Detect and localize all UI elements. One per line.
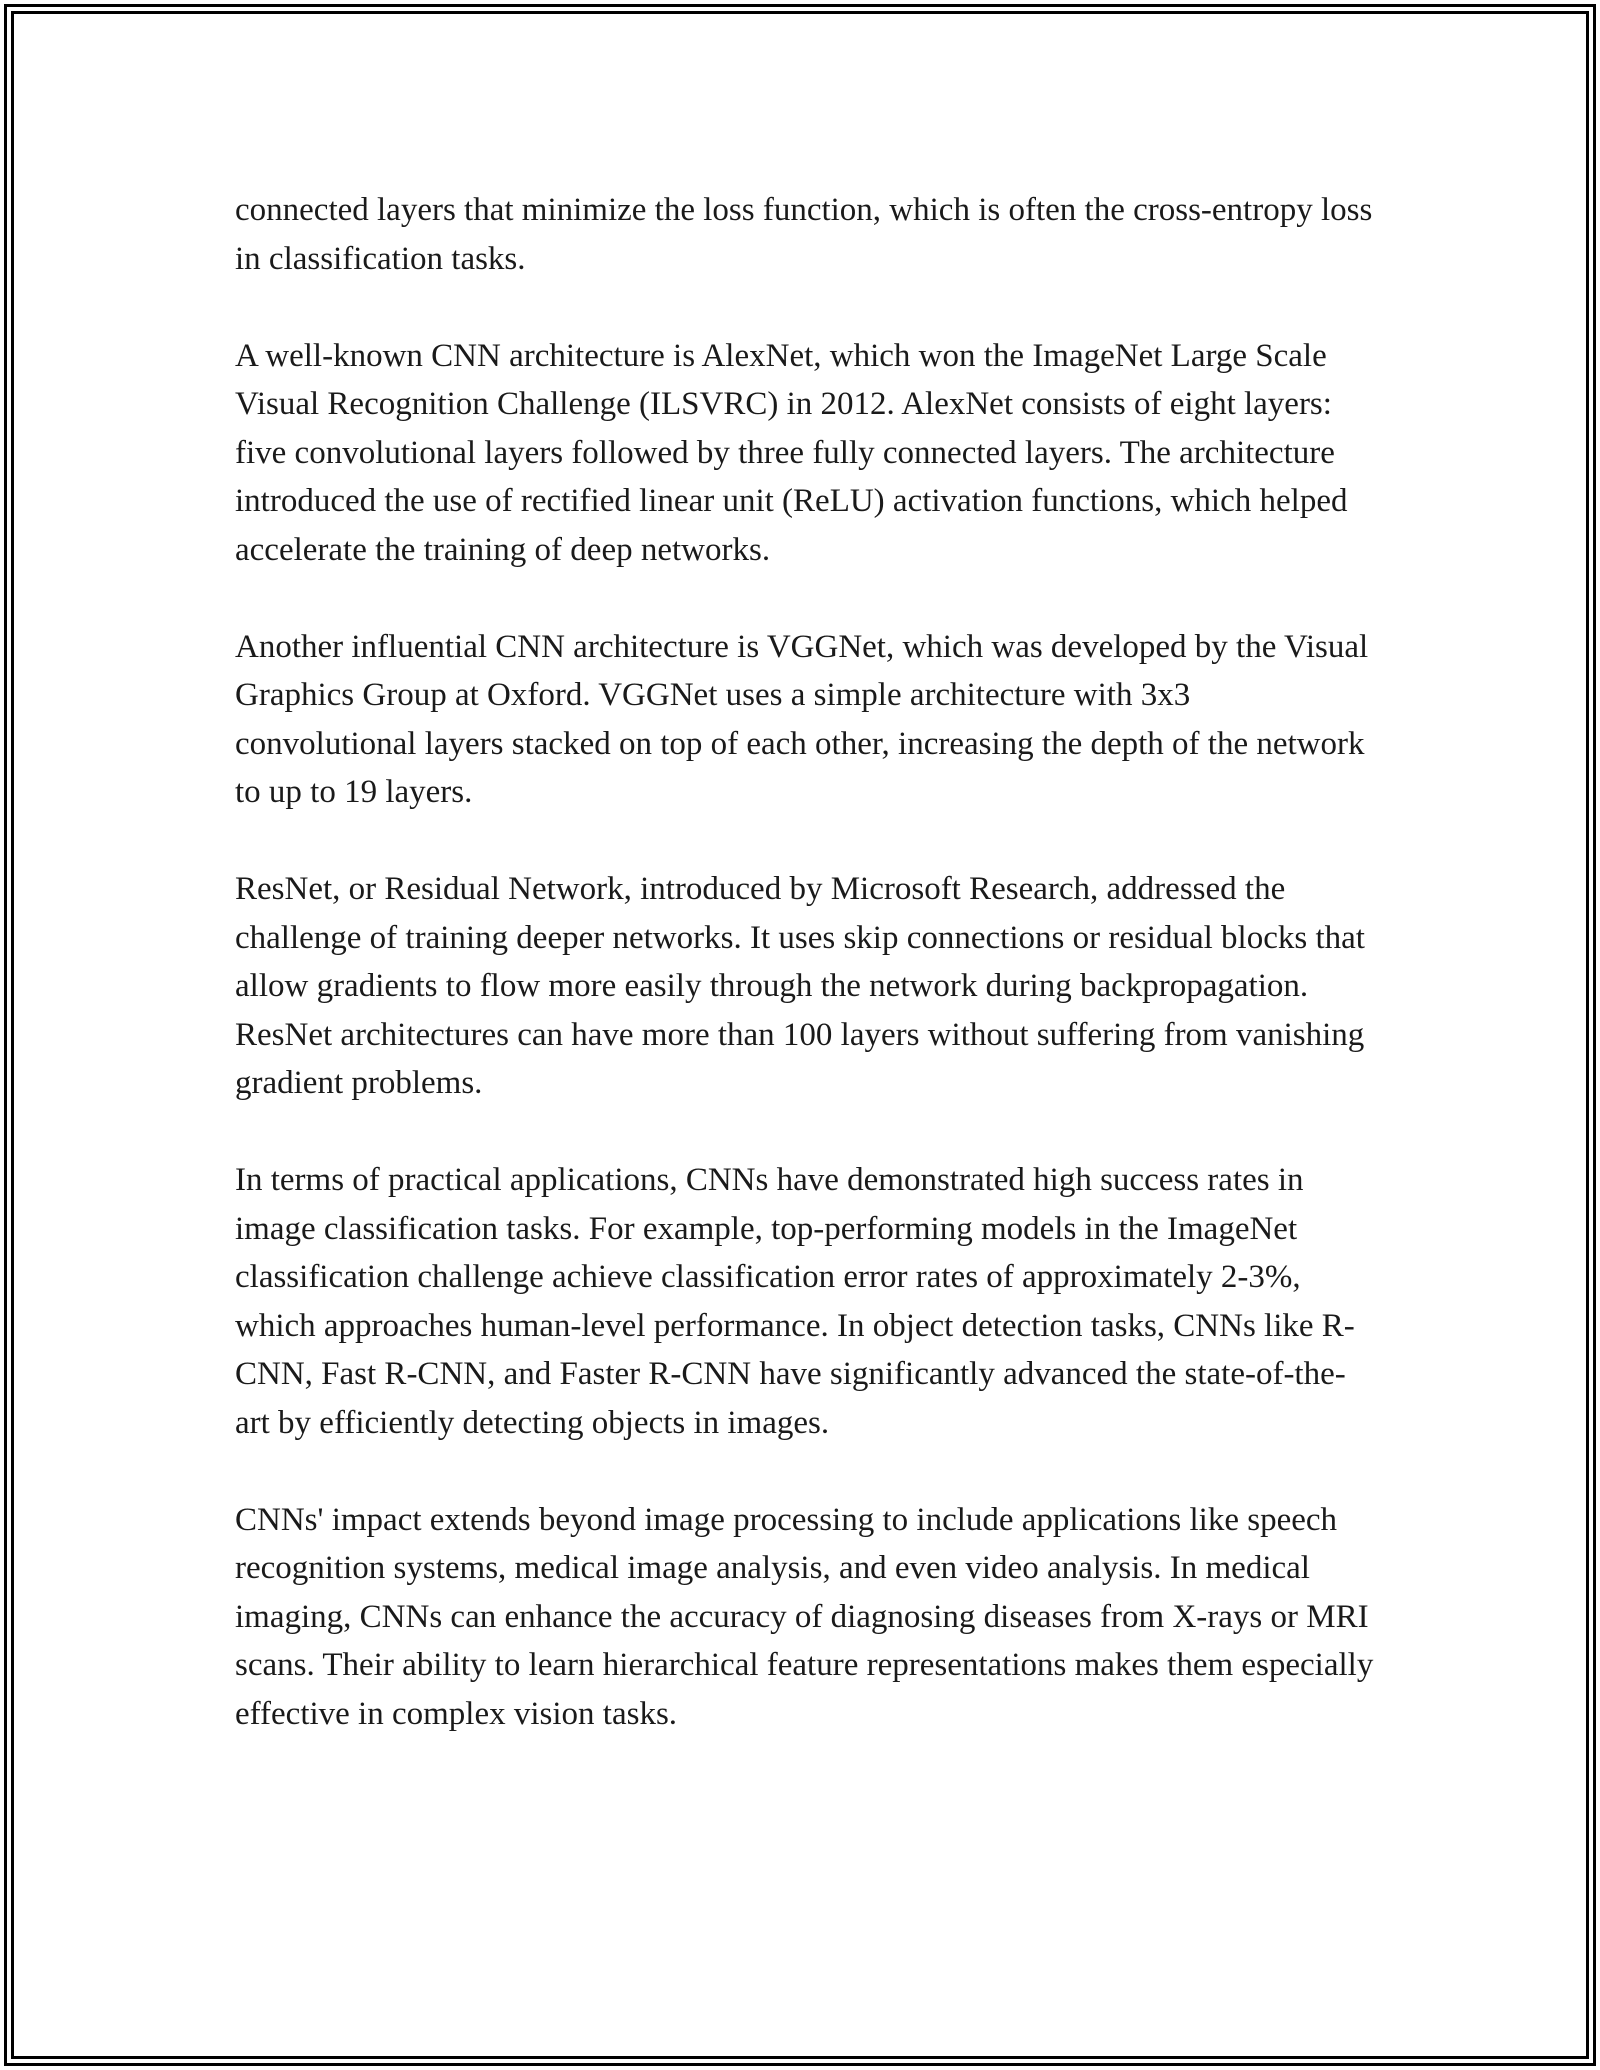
paragraph-resnet: ResNet, or Residual Network, introduced by Microsoft Research, addressed the challenge of training deeper networks. It uses skip connections or residual blocks that allow gradients to flow more easily through the network during backpropagation. ResNet architectures can have more than 100 layers without suffering from vanishing gradient problems.	[235, 871, 1365, 1101]
paragraph-impact: CNNs' impact extends beyond image processing to include applications like speech recognition systems, medical image analysis, and even video analysis. In medical imaging, CNNs can enhance the accuracy of diagnosing diseases from X-rays or MRI scans. Their ability to learn hierarchical feature representations makes them especially effective in complex vision tasks.	[235, 1501, 1374, 1732]
document-body	[235, 186, 1375, 1738]
paragraph-vggnet: Another influential CNN architecture is VGGNet, which was developed by the Visual Graphics Group at Oxford. VGGNet uses a simple architecture with 3x3 convolutional layers stacked on top of each other, increasing the depth of the network to up to 19 layers.	[235, 628, 1369, 810]
paragraph-alexnet: A well-known CNN architecture is AlexNet, which won the ImageNet Large Scale Visual Recognition Challenge (ILSVRC) in 2012. AlexNet consists of eight layers: five convolutional layers followed by three fully connected layers. The architecture introduced the use of rectified linear unit (ReLU) activation functions, which helped accelerate the training of deep networks.	[235, 337, 1348, 568]
paragraph-applications: In terms of practical applications, CNNs have demonstrated high success rates in image classification tasks. For example, top-performing models in the ImageNet classification challenge achieve classification error rates of approximately 2-3%, which approaches human-level performance. In object detection tasks, CNNs like R-CNN, Fast R-CNN, and Faster R-CNN have significantly advanced the state-of-the-art by efficiently detecting objects in images.	[235, 1162, 1355, 1441]
paragraph-loss-function: connected layers that minimize the loss function, which is often the cross-entropy loss in classification tasks.	[235, 192, 1373, 277]
